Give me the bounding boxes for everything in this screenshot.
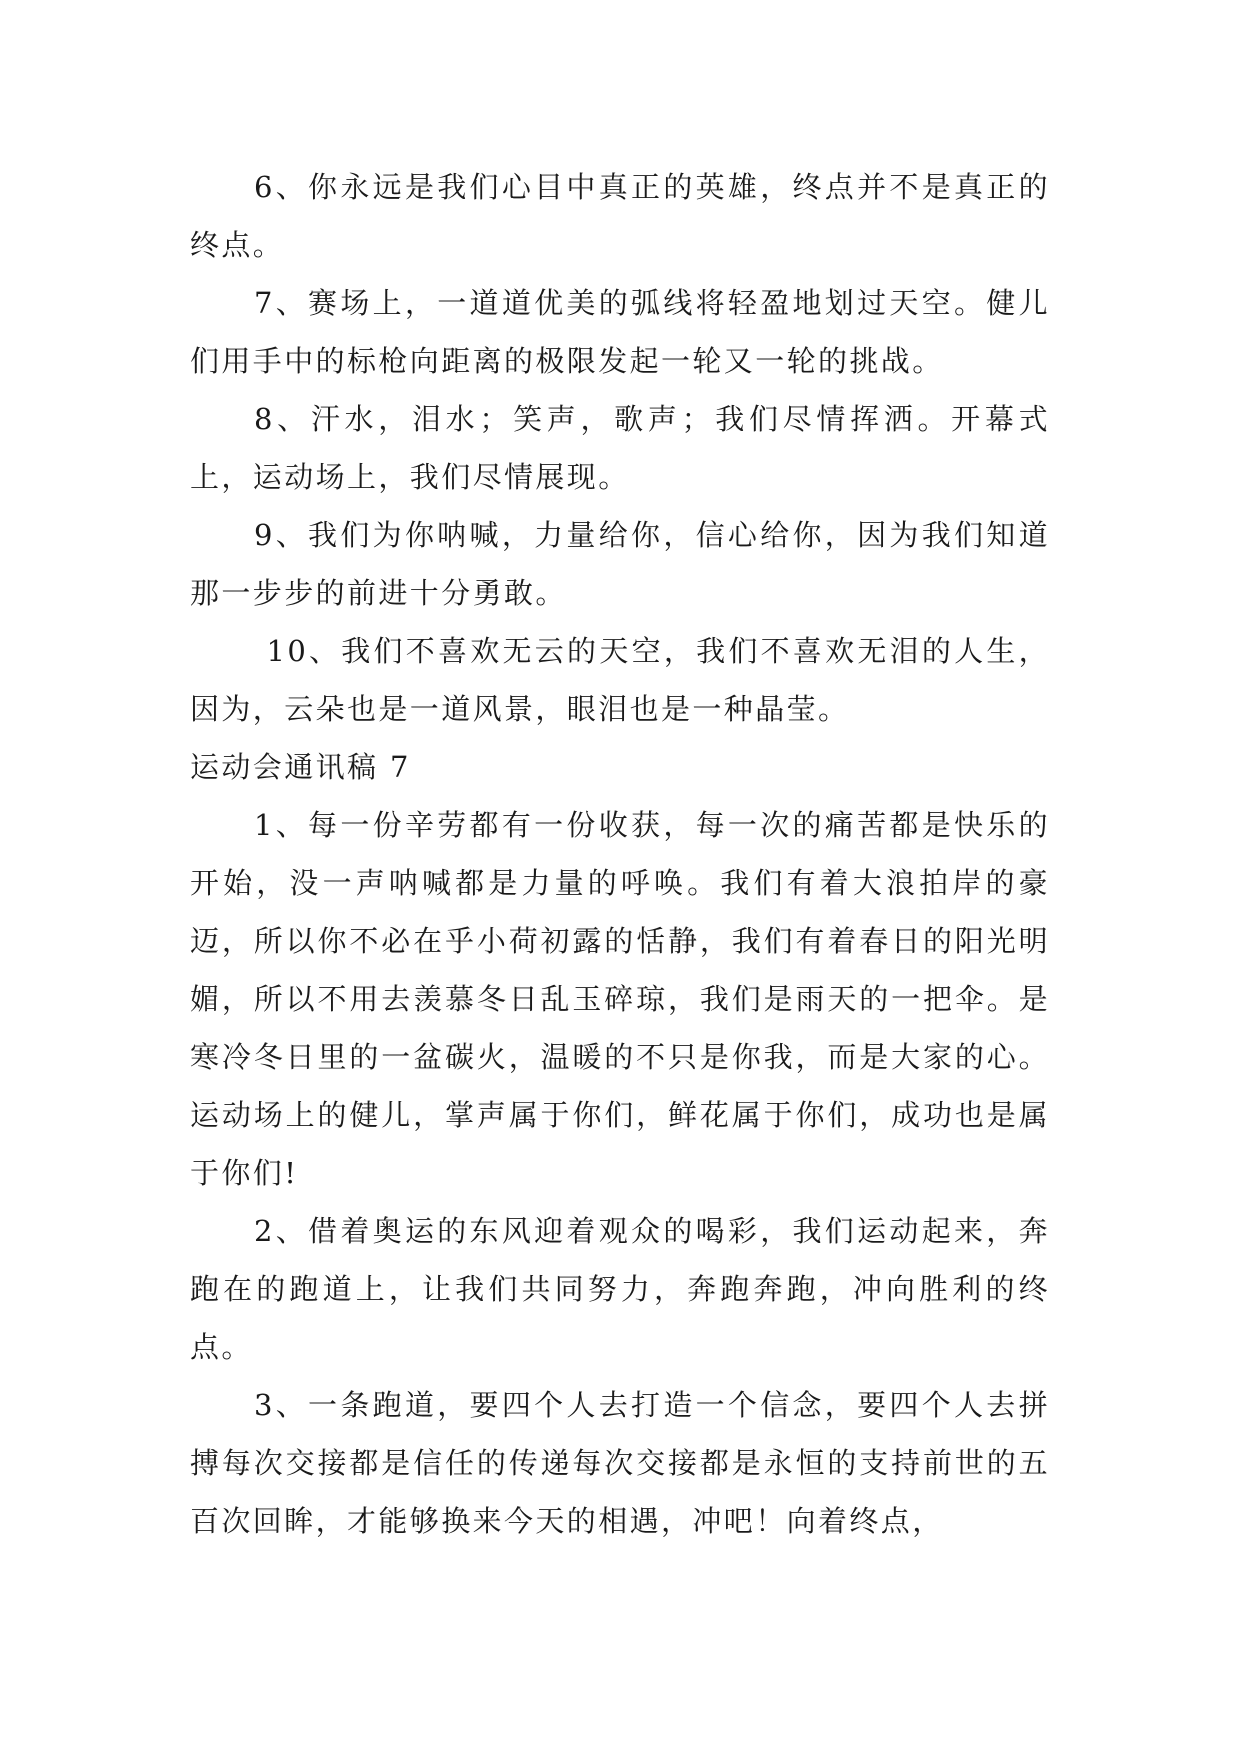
section-heading: 运动会通讯稿 7 — [190, 750, 411, 784]
paragraph-item-9: 9、我们为你呐喊，力量给你，信心给你，因为我们知道那一步步的前进十分勇敢。 — [190, 518, 1050, 610]
document-body — [190, 158, 1050, 1550]
section-paragraph-2: 2、借着奥运的东风迎着观众的喝彩，我们运动起来，奔跑在的跑道上，让我们共同努力，奔跑奔跑，冲向胜利的终点。 — [190, 1214, 1050, 1364]
paragraph-item-7: 7、赛场上，一道道优美的弧线将轻盈地划过天空。健儿们用手中的标枪向距离的极限发起一轮又一轮的挑战。 — [190, 286, 1050, 378]
paragraph-item-8: 8、汗水，泪水；笑声，歌声；我们尽情挥洒。开幕式上，运动场上，我们尽情展现。 — [190, 402, 1050, 494]
paragraph-item-6: 6、你永远是我们心目中真正的英雄，终点并不是真正的终点。 — [190, 170, 1050, 262]
section-paragraph-3: 3、一条跑道，要四个人去打造一个信念，要四个人去拼搏每次交接都是信任的传递每次交接都是永恒的支持前世的五百次回眸，才能够换来今天的相遇，冲吧！向着终点， — [190, 1388, 1050, 1538]
section-paragraph-1: 1、每一份辛劳都有一份收获，每一次的痛苦都是快乐的开始，没一声呐喊都是力量的呼唤。我们有着大浪拍岸的豪迈，所以你不必在乎小荷初露的恬静，我们有着春日的阳光明媚，所以不用去羡慕冬日乱玉碎琼，我们是雨天的一把伞。是寒冷冬日里的一盆碳火，温暖的不只是你我，而是大家的心。运动场上的健儿，掌声属于你们，鲜花属于你们，成功也是属于你们! — [190, 808, 1050, 1190]
paragraph-item-10: 10、我们不喜欢无云的天空，我们不喜欢无泪的人生，因为，云朵也是一道风景，眼泪也是一种晶莹。 — [190, 634, 1051, 726]
